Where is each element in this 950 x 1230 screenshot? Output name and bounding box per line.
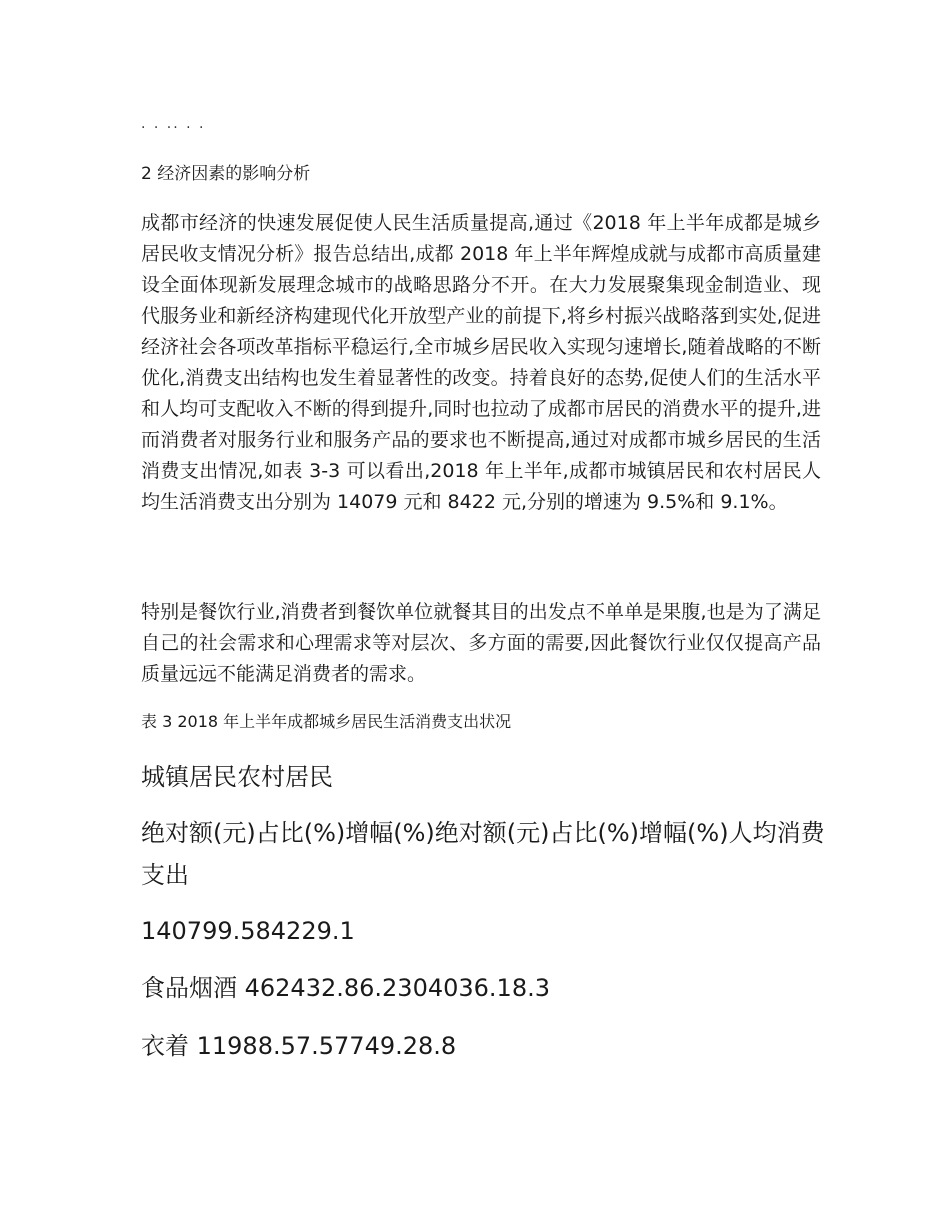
table-line-5: 衣着 11988.57.57749.28.8 <box>141 1032 457 1060</box>
body-paragraph-1: 成都市经济的快速发展促使人民生活质量提高,通过《2018 年上半年成都是城乡居民收支情况分析》报告总结出,成都 2018 年上半年辉煌成就与成都市高质量建设全面体现新发展理念城市的战略思路分不开。在大力发展聚集现金制造业、现代服务业和新经济构建现代化开放型产业的前提下,将乡村振兴战略落到实处,促进经济社会各项改革指标平稳运行,全市城乡居民收入实现匀速增长,随着战略的不断优化,消费支出结构也发生着显著性的改变。持着良好的态势,促使人们的生活水平和人均可支配收入不断的得到提升,同时也拉动了成都市居民的消费水平的提升,进而消费者对服务行业和服务产品的要求也不断提高,通过对成都市城乡居民的生活消费支出情况,如表 3-3 可以看出,2018 年上半年,成都市城镇居民和农村居民人均生活消费支出分别为 14079 元和 8422 元,分别的增速为 9.5%和 9.1%。 <box>141 212 821 513</box>
page-header-dots: . . .. . . <box>141 116 206 132</box>
table-line-1: 城镇居民农村居民 <box>141 763 333 791</box>
section-heading: 2 经济因素的影响分析 <box>141 164 311 184</box>
table-line-3: 140799.584229.1 <box>141 917 355 945</box>
body-paragraph-2: 特别是餐饮行业,消费者到餐饮单位就餐其目的出发点不单单是果腹,也是为了满足自己的社会需求和心理需求等对层次、多方面的需要,因此餐饮行业仅仅提高产品质量远远不能满足消费者的需求。 <box>141 601 821 685</box>
table-line-4: 食品烟酒 462432.86.2304036.18.3 <box>141 974 550 1002</box>
table-caption: 表 3 2018 年上半年成都城乡居民生活消费支出状况 <box>141 712 512 731</box>
table-line-2: 绝对额(元)占比(%)增幅(%)绝对额(元)占比(%)增幅(%)人均消费支出 <box>141 819 825 889</box>
